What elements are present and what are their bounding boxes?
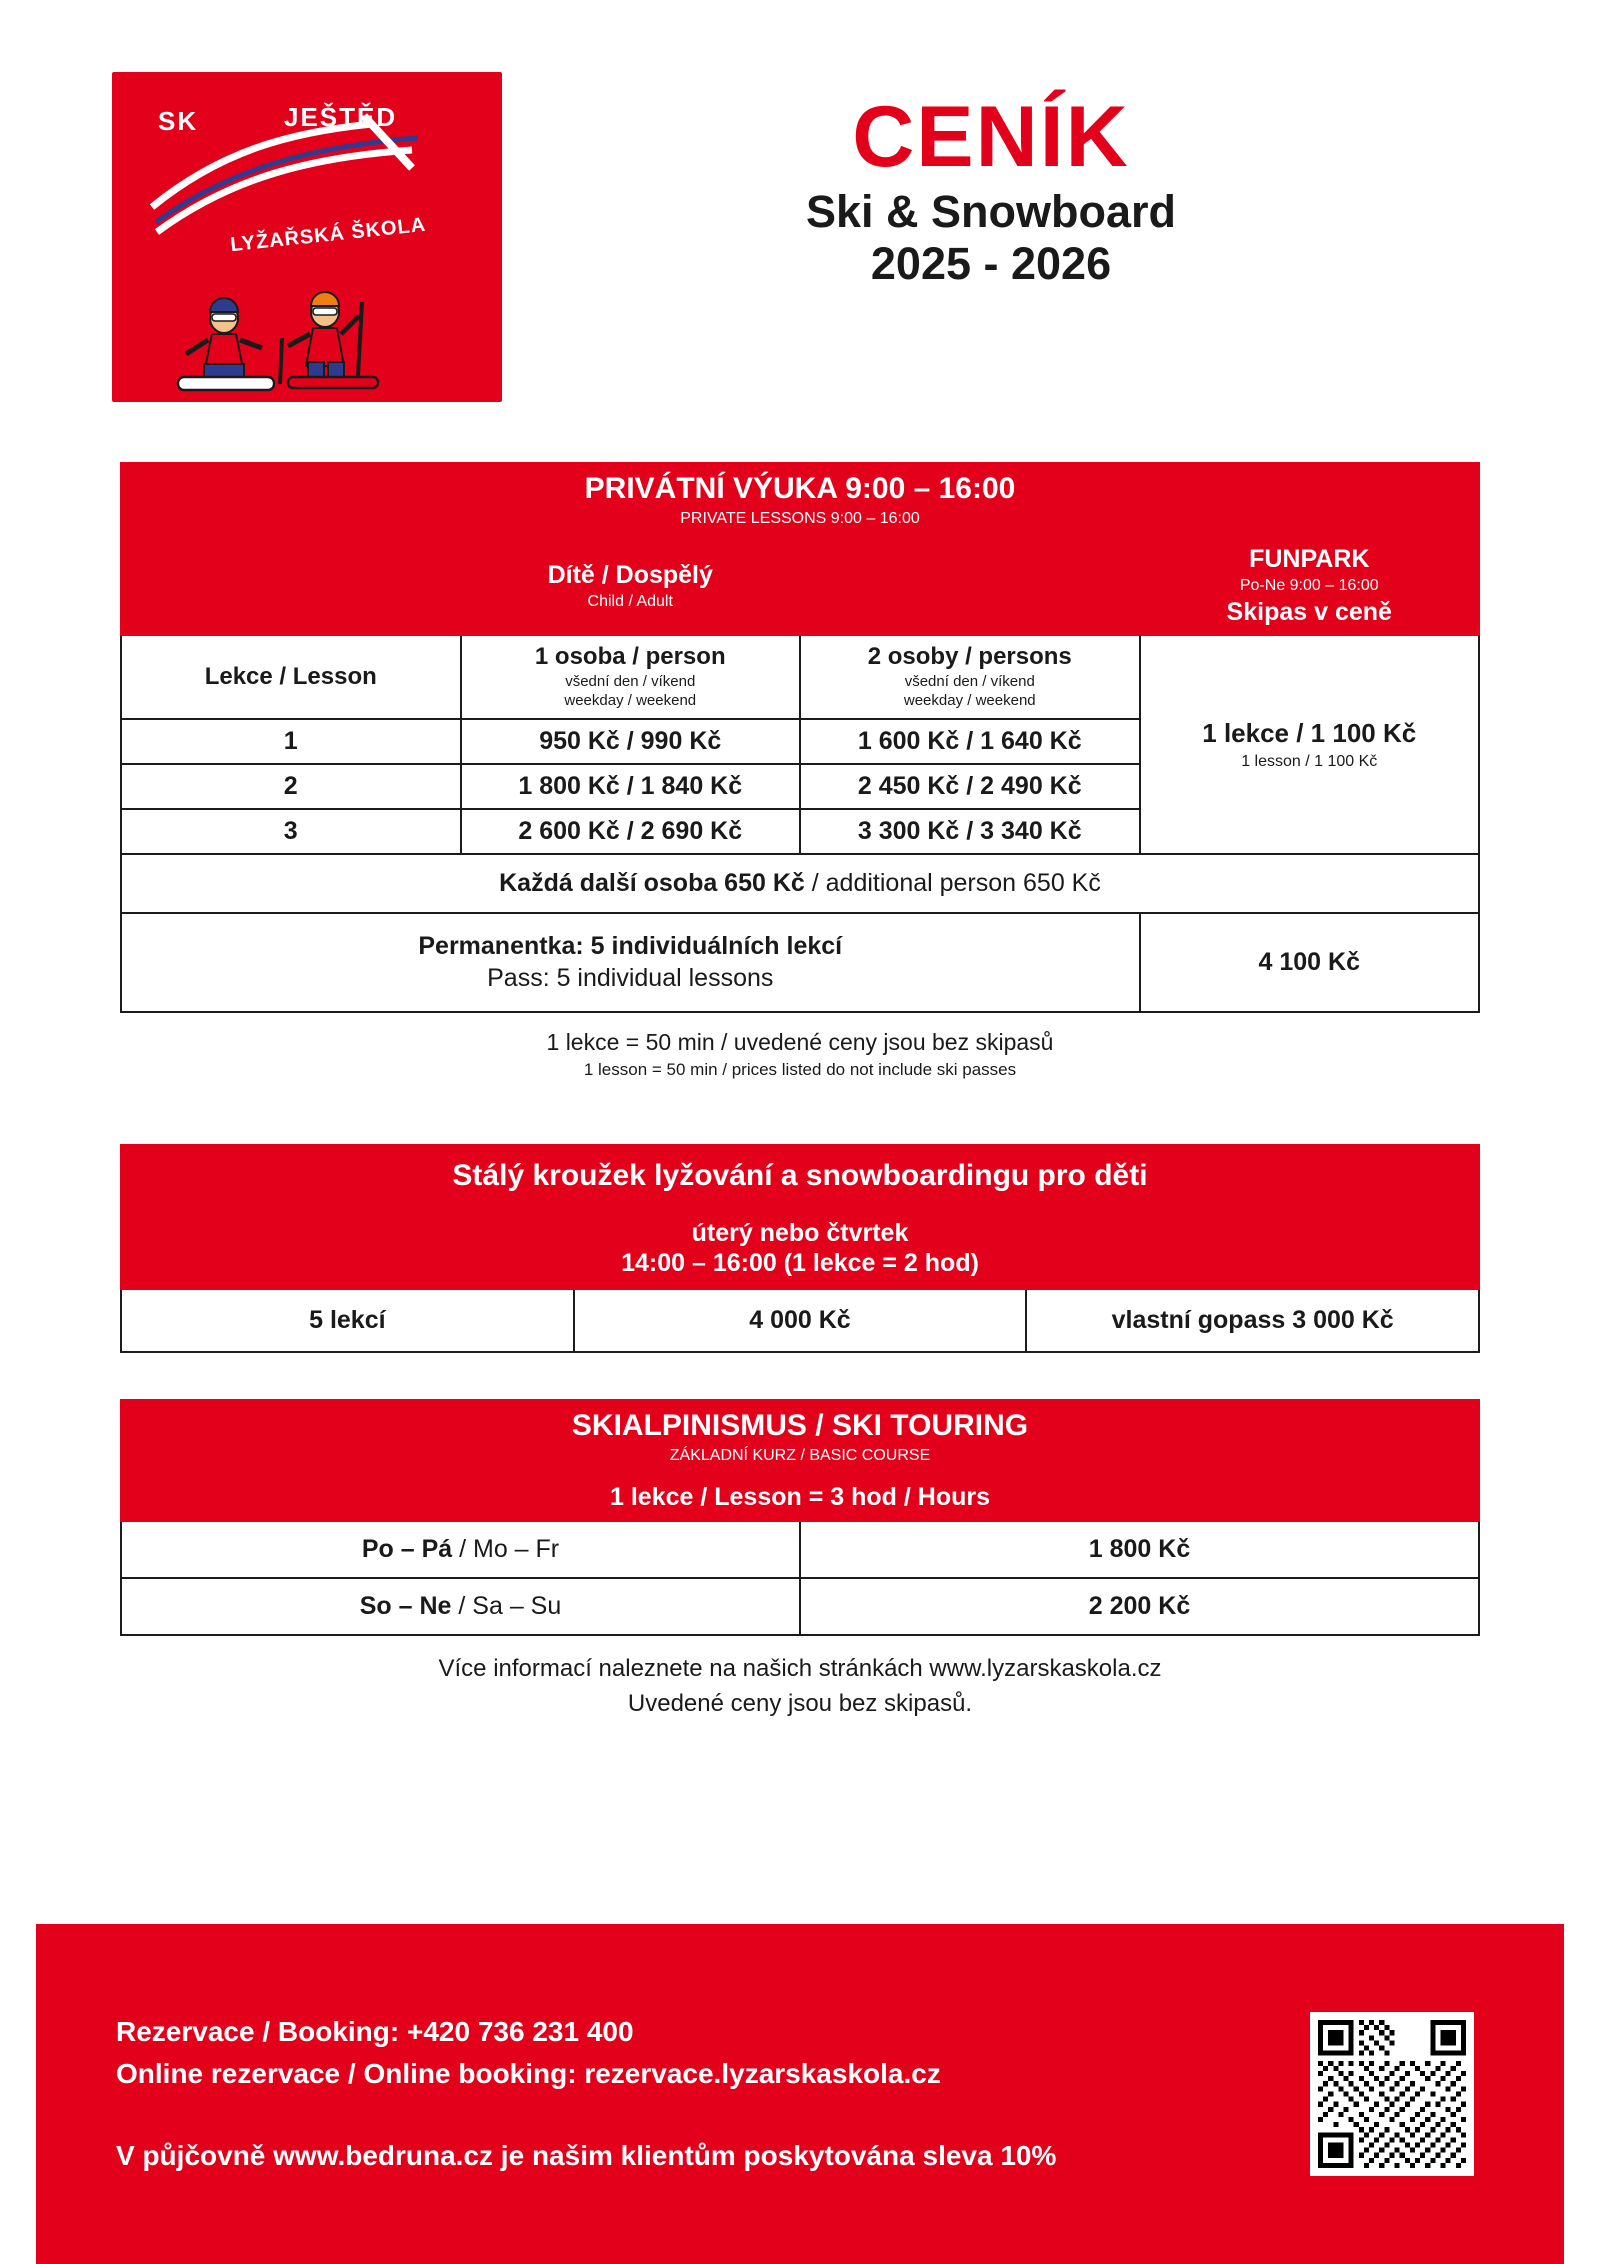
- col-two-persons-sub-cs: všední den / víkend: [904, 673, 1035, 691]
- private-notes: [120, 1027, 1480, 1082]
- touring-price: 1 800 Kč: [800, 1521, 1479, 1578]
- touring-days-en: / Mo – Fr: [452, 1534, 560, 1563]
- pass-label-en: Pass: 5 individual lessons: [487, 964, 774, 993]
- qr-code-graphic: [1318, 2020, 1466, 2168]
- col-header-lesson: Lekce / Lesson: [121, 635, 461, 719]
- table-row: [121, 1207, 1479, 1289]
- logo-text-skola: LYŽAŘSKÁ ŠKOLA: [229, 213, 428, 257]
- club-time: 14:00 – 16:00 (1 lekce = 2 hod): [621, 1248, 979, 1277]
- group-label-en: Child / Adult: [587, 593, 673, 611]
- ski-school-logo: [112, 72, 502, 402]
- lesson-count: 1: [121, 719, 461, 764]
- contact-footer: [36, 1924, 1564, 2264]
- col-one-person-sub-en: weekday / weekend: [564, 692, 697, 710]
- funpark-header-cell: [1140, 536, 1480, 635]
- funpark-hours: Po-Ne 9:00 – 16:00: [1239, 577, 1379, 595]
- touring-band: 1 lekce / Lesson = 3 hod / Hours: [121, 1473, 1479, 1521]
- club-schedule-cell: [121, 1207, 1479, 1289]
- private-title-en: PRIVATE LESSONS 9:00 – 16:00: [680, 510, 920, 527]
- online-booking-url[interactable]: Online rezervace / Online booking: rezervace.lyzarskaskola.cz: [116, 2058, 941, 2089]
- logo-text-sk: SK: [158, 106, 199, 136]
- page-subtitle: Ski & Snowboard: [805, 186, 1177, 237]
- price-one-person: 950 Kč / 990 Kč: [461, 719, 801, 764]
- price-one-person: 1 800 Kč / 1 840 Kč: [461, 764, 801, 809]
- club-price: 4 000 Kč: [574, 1289, 1027, 1352]
- touring-days-cell: [121, 1578, 800, 1635]
- lesson-count: 2: [121, 764, 461, 809]
- qr-code-icon[interactable]: [1310, 2012, 1474, 2176]
- funpark-skipas: Skipas v ceně: [1226, 598, 1392, 627]
- rental-discount: V půjčovně www.bedruna.cz je našim klientům poskytována sleva 10%: [116, 2140, 1057, 2171]
- table-row: [121, 1289, 1479, 1352]
- private-title-cell: [121, 463, 1479, 536]
- price-one-person: 2 600 Kč / 2 690 Kč: [461, 809, 801, 854]
- ski-touring-table: [120, 1399, 1480, 1636]
- col-header-two-persons: [800, 635, 1140, 719]
- table-row: [121, 913, 1479, 1012]
- touring-price: 2 200 Kč: [800, 1578, 1479, 1635]
- col-header-one-person: [461, 635, 801, 719]
- group-header-cell: [121, 536, 1140, 635]
- table-row: [121, 536, 1479, 635]
- table-row: [121, 1521, 1479, 1578]
- col-one-person-label: 1 osoba / person: [534, 643, 726, 671]
- kids-club-table: [120, 1144, 1480, 1353]
- club-day: úterý nebo čtvrtek: [691, 1218, 909, 1247]
- touring-subtitle: ZÁKLADNÍ KURZ / BASIC COURSE: [669, 1446, 931, 1464]
- price-two-persons: 3 300 Kč / 3 340 Kč: [800, 809, 1140, 854]
- touring-days-en: / Sa – Su: [451, 1591, 562, 1620]
- table-row: [121, 1145, 1479, 1207]
- pass-label-cs: Permanentka: 5 individuálních lekcí: [418, 931, 843, 960]
- lesson-count: 3: [121, 809, 461, 854]
- additional-person-en: / additional person 650 Kč: [804, 868, 1101, 897]
- col-two-persons-label: 2 osoby / persons: [867, 643, 1072, 671]
- price-two-persons: 2 450 Kč / 2 490 Kč: [800, 764, 1140, 809]
- club-title: Stálý kroužek lyžování a snowboardingu pro děti: [121, 1145, 1479, 1207]
- header: [0, 0, 1600, 402]
- funpark-price-cell: [1140, 635, 1480, 854]
- general-notes: [120, 1652, 1480, 1722]
- table-row: [121, 1578, 1479, 1635]
- club-gopass-price: vlastní gopass 3 000 Kč: [1026, 1289, 1479, 1352]
- contact-text-block: [116, 2011, 1310, 2177]
- info-website-line: Více informací naleznete na našich stránkách www.lyzarskaskola.cz: [438, 1654, 1162, 1682]
- funpark-price-cs: 1 lekce / 1 100 Kč: [1202, 718, 1417, 749]
- table-row: [121, 1473, 1479, 1521]
- booking-phone: Rezervace / Booking: +420 736 231 400: [116, 2016, 634, 2047]
- pass-price: 4 100 Kč: [1140, 913, 1480, 1012]
- page-title: CENÍK: [852, 89, 1130, 185]
- additional-person-cs: Každá další osoba 650 Kč: [499, 868, 805, 897]
- season-years: 2025 - 2026: [870, 237, 1112, 289]
- table-row: [121, 854, 1479, 913]
- additional-person-cell: [121, 854, 1479, 913]
- col-one-person-sub-cs: všední den / víkend: [565, 673, 696, 691]
- title-block: [502, 72, 1600, 290]
- info-skipass-line: Uvedené ceny jsou bez skipasů.: [627, 1689, 973, 1717]
- price-two-persons: 1 600 Kč / 1 640 Kč: [800, 719, 1140, 764]
- group-label-cs: Dítě / Dospělý: [547, 561, 713, 590]
- touring-title-cell: [121, 1400, 1479, 1473]
- table-row: [121, 463, 1479, 536]
- table-row: [121, 1400, 1479, 1473]
- logo-text-jested: JEŠTĚD: [284, 102, 398, 132]
- col-two-persons-sub-en: weekday / weekend: [903, 692, 1036, 710]
- funpark-title: FUNPARK: [1249, 545, 1370, 574]
- touring-days-cell: [121, 1521, 800, 1578]
- pass-label-cell: [121, 913, 1140, 1012]
- private-lessons-table: [120, 462, 1480, 1013]
- private-note-en: 1 lesson = 50 min / prices listed do not include ski passes: [583, 1059, 1017, 1079]
- touring-title: SKIALPINISMUS / SKI TOURING: [571, 1408, 1029, 1442]
- funpark-price-en: 1 lesson / 1 100 Kč: [1241, 753, 1378, 771]
- touring-days-cs: Po – Pá: [361, 1534, 453, 1563]
- private-title-cs: PRIVÁTNÍ VÝUKA 9:00 – 16:00: [584, 472, 1016, 505]
- table-row: [121, 635, 1479, 719]
- private-note-cs: 1 lekce = 50 min / uvedené ceny jsou bez skipasů: [546, 1028, 1054, 1055]
- touring-days-cs: So – Ne: [359, 1591, 452, 1620]
- club-lessons-count: 5 lekcí: [121, 1289, 574, 1352]
